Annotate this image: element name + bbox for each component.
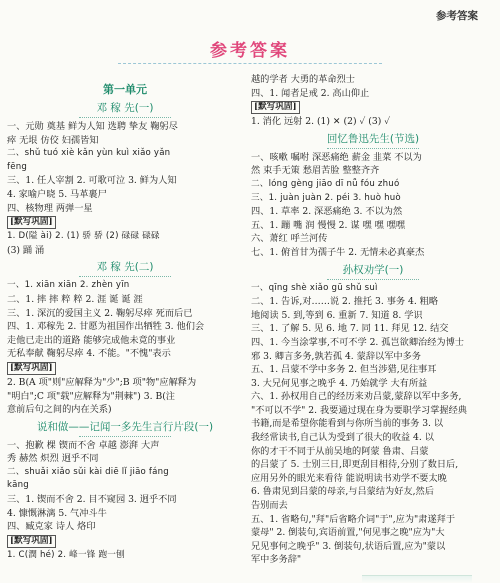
answer-line: 兄见事何之晚乎" 3. 倒装句,状语后置,应为"蒙以 (251, 540, 446, 552)
answer-line: 一、咳嗽 嘱咐 深恶痛绝 薪金 韭菜 不以为 (251, 151, 422, 163)
section-underline (79, 276, 171, 277)
answer-line: 你的才干不同于从前吴地的阿蒙 鲁肃、吕蒙 (251, 445, 429, 457)
answer-line: 应用另外的眼光来看待 能说明读书劝学不要太晚 (251, 472, 447, 484)
answer-line: 二、lóng gèng jiāo dī nǚ fóu zhuó (251, 178, 400, 189)
section-underline (327, 148, 419, 149)
answer-line: 告别而去 (251, 500, 288, 512)
section-heading (7, 419, 243, 437)
answer-line: 四、核物理 两弹一星 (7, 202, 93, 214)
review-label: [默写巩固] (251, 101, 300, 114)
answer-line: 2. B(A 项"则"应解释为"少";B 项"物"应解释为 (7, 376, 197, 388)
answer-line: 地阅读 5. 到,等到 6. 重新 7. 知道 8. 学识 (251, 309, 423, 321)
answer-line: 四、1. 今当涂掌事,不可不学 2. 孤岂欲卿治经为博士 (251, 336, 464, 348)
answer-line: 三、1. juàn juàn 2. péi 3. huò huò (251, 192, 401, 203)
answer-line: 秀 赫然 炽烈 迥乎不同 (7, 453, 99, 465)
answer-line: 4. 家喻户晓 5. 马革裹尸 (7, 188, 107, 200)
answer-line: 的吕蒙了 5. 士别三日,即更刮目相待,分别了数日后, (251, 459, 459, 471)
section-heading (251, 262, 495, 280)
answer-line: 二、1. 告诉,对……说 2. 推托 3. 事务 4. 粗略 (251, 296, 439, 308)
answer-line: 四、臧克家 诗人 烙印 (7, 521, 96, 533)
answer-line: 越的学者 大勇的革命烈士 (251, 74, 355, 85)
answer-line: 1. D(隘 ài) 2. (1) 骄 骄 (2) 碌碌 碌碌 (7, 231, 160, 242)
answer-line: 五、1. 蹦 嘴 润 慢慢 2. 谋 嘿 嘿 嘿嘿 (251, 219, 406, 231)
answer-line: 我经常读书,自己认为受到了很大的收益 4. 以 (251, 432, 434, 444)
answer-line: 一、元勋 奠基 鲜为人知 选聘 挚友 鞠躬尽 (7, 121, 178, 132)
answer-line: 二、shǔ tuó xiè kǎn yùn kuì xiǎo yǎn (7, 148, 171, 159)
answer-line: 六、1. 孙权用自己的经历来劝吕蒙,蒙辞以军中多务, (251, 391, 462, 403)
answer-line: 走他已走出的道路 能够完成他未竟的事业 (7, 334, 176, 346)
answer-line: 四、1. 闻者足戒 2. 高山仰止 (251, 87, 370, 99)
answer-line: kāng (7, 480, 29, 491)
answer-line: 6. 鲁肃见到吕蒙的母亲,与吕蒙结为好友,然后 (251, 486, 434, 498)
section-heading-text: 孙权劝学(一) (342, 263, 404, 276)
section-underline (79, 117, 171, 118)
left-column (7, 78, 243, 562)
section-heading-text: 邓 稼 先(二) (96, 261, 154, 274)
right-column (251, 73, 495, 567)
answer-line: 四、1. 邓稼先 2. 甘愿为祖国作出牺牲 3. 他们会 (7, 321, 205, 333)
answer-line: 三、1. 了解 5. 见 6. 地 7. 同 11. 拜见 12. 结交 (251, 323, 449, 335)
answer-line: fēng (7, 161, 28, 172)
review-label: [默写巩固] (7, 362, 56, 375)
answer-line: 七、1. 俯首甘为孺子牛 2. 无情未必真豪杰 (251, 246, 425, 258)
answer-line: 书籍,而是希望你能看到与你所当前的事务 3. 以 (251, 418, 444, 430)
unit-heading: 第一单元 (103, 83, 147, 96)
review-row (251, 100, 495, 115)
answer-line: 一、qīng shè xiǎo gū shǔ suì (251, 282, 378, 293)
answer-line: "明白";C 项"载"应解释为"荆棘") 3. B(注 (7, 390, 175, 402)
answer-line: 1. C(潤 hé) 2. 峰一锋 跑一刨 (7, 549, 125, 560)
answer-line: 一、抱歉 棵 锲而不舍 卓越 澎湃 大声 (7, 439, 160, 451)
answer-line: 4. 慷慨淋漓 5. 气冲斗牛 (7, 507, 107, 519)
answer-line: (3) 踊 涌 (7, 244, 45, 256)
answer-line: 二、1. 摔 摔 粹 粹 2. 涯 诞 诞 涯 (7, 293, 143, 305)
footer-decoration (362, 575, 472, 583)
section-heading (251, 131, 495, 149)
running-header: 参考答案 (436, 10, 478, 22)
section-heading (7, 259, 243, 277)
page-title: 参考答案 (210, 41, 290, 61)
section-heading-text: 说和做——记闻一多先生言行片段(一) (36, 420, 214, 433)
answer-line: 五、1. 省略句,"拜"后省略介词"于",应为"肃遂拜于 (251, 513, 456, 525)
answer-line: 1. 消化 远射 2. (1) ✕ (2) ✓ (3) ✓ (251, 116, 391, 128)
answer-line: 然 束手无策 愁眉苦脸 整整齐齐 (251, 165, 380, 177)
section-underline (327, 279, 419, 280)
answer-line: 六、萧红 呼兰河传 (251, 233, 328, 245)
review-row (7, 534, 243, 549)
section-heading-text: 回忆鲁迅先生(节选) (326, 132, 420, 145)
review-label: [默写巩固] (7, 535, 56, 548)
answer-line: 蒙母" 2. 倒装句,宾语前置,"何见事之晚"应为"大 (251, 527, 445, 539)
review-label: [默写巩固] (7, 216, 56, 229)
answer-line: 五、1. 吕蒙不学中多务 2. 但当涉猎,见往事耳 (251, 364, 437, 376)
answer-line: 四、1. 草率 2. 深恶痛绝 3. 不以为然 (251, 206, 403, 218)
answer-line: 三、1. 深沉的爱国主义 2. 鞠躬尽瘁 死而后已 (7, 307, 193, 319)
answer-line: 邪 3. 卿言多务,孰若孤 4. 蒙辞以军中多务 (251, 350, 421, 362)
section-underline (79, 436, 171, 437)
section-heading (7, 100, 243, 118)
review-row (7, 361, 243, 376)
answer-line: 三、1. 任人宰割 2. 可歌可泣 3. 鲜为人知 (7, 175, 177, 187)
review-row (7, 215, 243, 230)
title-divider (118, 63, 382, 64)
answer-line: 二、shuǎi xiǎo sǔi kài diē lǐ jiāo fáng (7, 466, 169, 477)
answer-line: 一、1. xiān xiān 2. zhèn yīn (7, 280, 130, 291)
answer-line: 军中多务辞" (251, 554, 302, 566)
answer-line: 无私奉献 鞠躬尽瘁 4. 不能。"不愧"表示 (7, 348, 171, 360)
answer-line: 3. 大兄何见事之晚乎 4. 乃始就学 大有所益 (251, 377, 428, 389)
answer-line: 瘁 无垠 仿佼 妇孺皆知 (7, 134, 99, 146)
answer-line: "不可以不学" 2. 我要通过现在身为要职学习掌握经典 (251, 404, 467, 416)
answer-line: 意前后句之间的内在关系) (7, 404, 112, 416)
answer-line: 三、1. 锲而不舍 2. 目不窥园 3. 迥乎不同 (7, 494, 177, 506)
section-heading-text: 邓 稼 先(一) (96, 102, 154, 114)
